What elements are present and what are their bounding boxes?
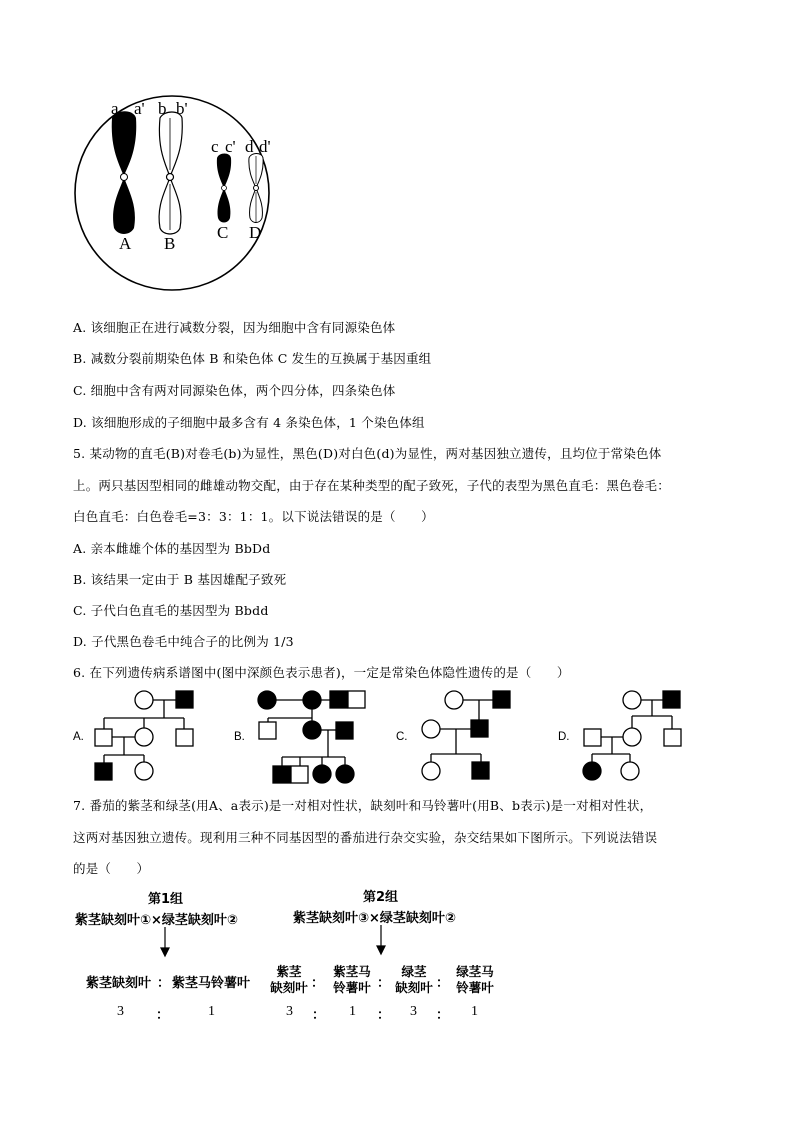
q7-stem-line1: 7. 番茄的紫茎和绿茎(用A、a表示)是一对相对性状，缺刻叶和马铃薯叶(用B、b表示)是一对相对性状， — [73, 798, 653, 813]
group2-ratio-colon-1: ： — [312, 1008, 326, 1023]
group2-ratio-colon-3: ： — [436, 1008, 450, 1023]
group2-ratio-4: 1 — [471, 1004, 478, 1019]
group2-colon-3: ： — [436, 976, 450, 991]
group2-arrow — [377, 925, 385, 954]
q5-stem-line3: 白色直毛：白色卷毛=3：3：1：1。以下说法错误的是（ ） — [73, 509, 434, 524]
chromosome-label-B: B — [164, 234, 176, 253]
q4-option-a: A. 该细胞正在进行减数分裂，因为细胞中含有同源染色体 — [73, 320, 396, 335]
group2-ratio-2: 1 — [349, 1004, 356, 1019]
group2-cross: 紫茎缺刻叶③×绿茎缺刻叶② — [293, 911, 456, 926]
group2-colon-1: ： — [311, 976, 325, 991]
group2-ratio-colon-2: ： — [377, 1008, 391, 1023]
pedigree-label-d: D. — [558, 731, 570, 743]
group2-ratio-1: 3 — [286, 1004, 293, 1019]
chromosome-label-A: A — [119, 234, 132, 253]
group2-title: 第2组 — [363, 890, 399, 905]
group2-ratio-3: 3 — [410, 1004, 417, 1019]
group1-arrow — [161, 927, 169, 956]
chromosome-label-d-prime: d' — [259, 137, 271, 156]
q7-stem-line2: 这两对基因独立遗传。现利用三种不同基因型的番茄进行杂交实验，杂交结果如下图所示。下列说法错误 — [73, 830, 658, 845]
chromosome-label-d: d — [245, 137, 254, 156]
chromosome-label-C: C — [217, 223, 229, 242]
group2-offspring-3-text: 绿茎 缺刻叶 — [395, 964, 433, 995]
chromosome-label-a-prime: a' — [134, 99, 145, 118]
chromosome-label-c: c — [211, 137, 219, 156]
pedigree-label-b: B. — [234, 731, 245, 743]
q7-stem-line3: 的是（ ） — [73, 861, 150, 876]
q4-option-b: B. 减数分裂前期染色体 B 和染色体 C 发生的互换属于基因重组 — [73, 351, 432, 366]
q5-option-a: A. 亲本雌雄个体的基因型为 BbDd — [73, 541, 271, 556]
chromosome-label-c-prime: c' — [225, 137, 236, 156]
group1-offspring-1: 紫茎缺刻叶 — [86, 976, 152, 991]
chromosome-label-a: a — [111, 99, 119, 118]
group2-offspring-2-text: 紫茎马 铃薯叶 — [333, 964, 371, 995]
q4-option-d: D. 该细胞形成的子细胞中最多含有 4 条染色体，1 个染色体组 — [73, 415, 425, 430]
group1-title: 第1组 — [148, 892, 184, 907]
group1-offspring-2: 紫茎马铃薯叶 — [172, 976, 251, 991]
group1-colon: ： — [157, 976, 171, 991]
group2-offspring-4-text: 绿茎马 铃薯叶 — [456, 964, 494, 995]
group1-ratio-colon: ： — [156, 1008, 170, 1023]
group2-colon-2: ： — [377, 976, 391, 991]
q5-stem-line2: 上。两只基因型相同的雌雄动物交配，由于存在某种类型的配子致死，子代的表型为黑色直毛：黑色卷毛： — [73, 478, 670, 493]
chromosome-label-b: b — [158, 99, 167, 118]
chromosome-label-D: D — [249, 223, 262, 242]
chromosome-label-b-prime: b' — [176, 99, 188, 118]
pedigree-label-a: A. — [73, 731, 84, 743]
q5-option-b: B. 该结果一定由于 B 基因雄配子致死 — [73, 572, 287, 587]
group2-offspring-1-text: 紫茎 缺刻叶 — [270, 964, 308, 995]
q6-stem: 6. 在下列遗传病系谱图中(图中深颜色表示患者)，一定是常染色体隐性遗传的是（ ） — [73, 665, 570, 680]
q5-option-d: D. 子代黑色卷毛中纯合子的比例为 1/3 — [73, 634, 294, 649]
group1-ratio-2: 1 — [208, 1004, 215, 1019]
q4-option-c: C. 细胞中含有两对同源染色体，两个四分体，四条染色体 — [73, 383, 396, 398]
q5-option-c: C. 子代白色直毛的基因型为 Bbdd — [73, 603, 269, 618]
pedigree-label-c: C. — [396, 731, 408, 743]
group1-cross: 紫茎缺刻叶①×绿茎缺刻叶② — [75, 913, 238, 928]
q5-stem-line1: 5. 某动物的直毛(B)对卷毛(b)为显性，黑色(D)对白色(d)为显性，两对基因独立遗传，且均位于常染色体 — [73, 446, 662, 461]
group1-ratio-1: 3 — [117, 1004, 124, 1019]
